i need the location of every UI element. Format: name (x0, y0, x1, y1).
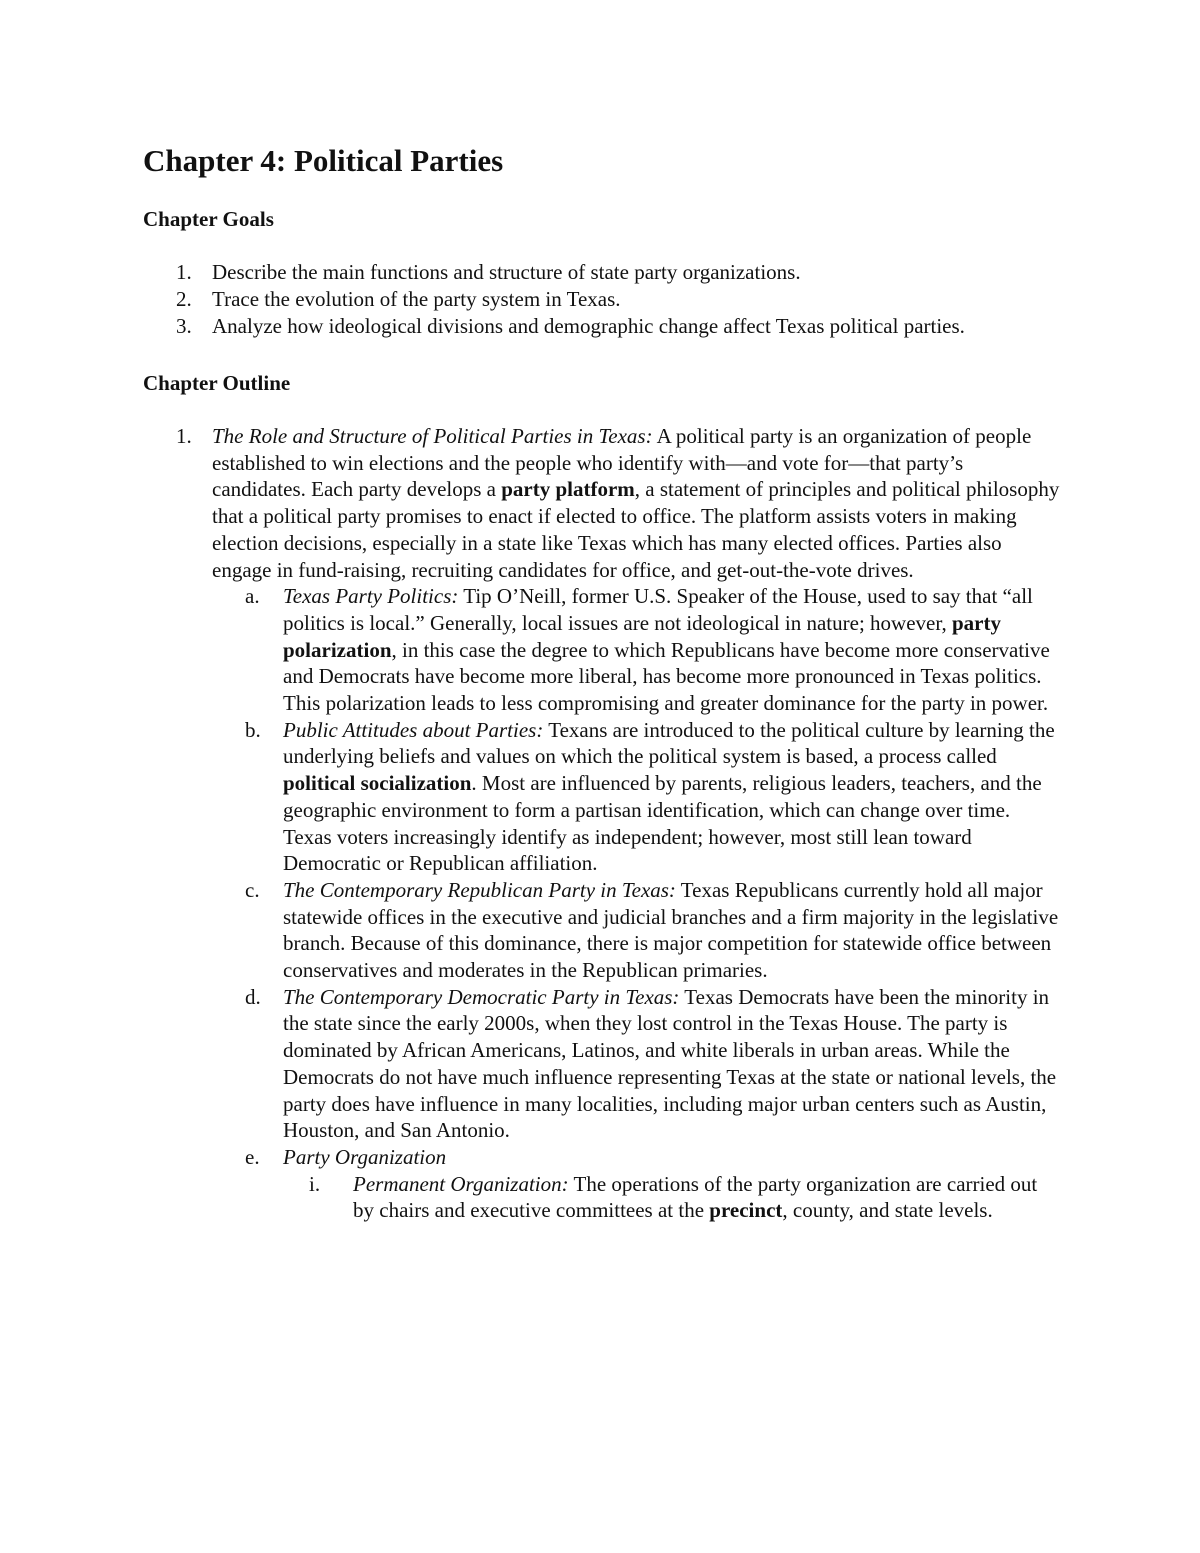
outline-item-body: Texas Democrats have been the minority in the state since the early 2000s, when they lost control in the Texas House. The party is dominated by African Americans, Latinos, and white liberals in urban areas. While the Democrats do not have much influence representing Texas at the state or national levels, the party does have influence in many localities, including major urban centers such as Austin, Houston, and San Antonio. (283, 984, 1057, 1143)
outline-item-lead: The Contemporary Republican Party in Texas: (283, 877, 676, 902)
outline-item-text (283, 984, 1063, 1144)
outline-item-lead: Party Organization (283, 1144, 447, 1169)
goal-item (143, 313, 965, 340)
outline-item-text (283, 583, 1063, 717)
outline-item-body: Texas Republicans currently hold all major statewide offices in the executive and judicial branches and a firm majority in the legislative branch. Because of this dominance, there is major competition for statewide office between conservatives and moderates in the Republican primaries. (283, 877, 1059, 983)
outline-item-lead: Texas Party Politics: (283, 584, 459, 609)
goal-number: 1. (176, 260, 192, 284)
outline-subitem-republican-party (143, 877, 1063, 984)
goal-text: Describe the main functions and structure of state party organizations. (212, 260, 801, 284)
key-term: party platform (501, 477, 635, 502)
outline-marker: d. (245, 984, 261, 1009)
outline-item-text (212, 423, 1062, 583)
goal-number: 2. (176, 287, 192, 311)
goal-text: Analyze how ideological divisions and demographic change affect Texas political parties. (212, 314, 965, 338)
outline-item-body: Tip O’Neill, former U.S. Speaker of the House, used to say that “all politics is local.” Generally, local issues are not ideological in nature; however, (283, 584, 1033, 635)
outline-marker: b. (245, 717, 261, 742)
goal-text: Trace the evolution of the party system in Texas. (212, 287, 621, 311)
outline-item-lead: Public Attitudes about Parties: (283, 717, 544, 742)
outline-item-body: . Most are influenced by parents, religious leaders, teachers, and the geographic environment to form a partisan identification, which can change over time. Texas voters increasingly identify as independent; however, most still lean toward Democratic or Republican affiliation. (283, 771, 1042, 876)
goal-item (143, 286, 965, 313)
outline-subitem-party-organization (143, 1144, 1063, 1171)
outline-marker: 1. (176, 424, 192, 448)
outline-item-body: The operations of the party organization are carried out by chairs and executive committees at the (353, 1171, 1038, 1223)
page-title: Chapter 4: Political Parties (143, 143, 504, 178)
outline-item-text (353, 1171, 1043, 1224)
outline-item-body: , in this case the degree to which Republicans have become more conservative and Democrats have become more liberal, has become more pronounced in Texas politics. This polarization leads to less compromising and greater dominance for the party in power. (283, 637, 1050, 716)
outline-item-text (283, 877, 1063, 984)
outline-marker: i. (309, 1171, 321, 1196)
outline-subitem-texas-party-politics (143, 583, 1063, 717)
outline-item-text (283, 717, 1063, 877)
outline-item-body: Texans are introduced to the political culture by learning the underlying beliefs and values on which the political system is based, a process called (283, 717, 1055, 769)
key-term: party polarization (283, 610, 1001, 662)
goal-number: 3. (176, 314, 192, 338)
outline-marker: e. (245, 1144, 260, 1169)
chapter-goals-heading: Chapter Goals (143, 207, 274, 231)
outline-subitem-public-attitudes (143, 717, 1063, 877)
chapter-goals-list (143, 259, 965, 340)
outline-item-body: A political party is an organization of people established to win elections and the people who identify with—and vote for—that party’s candidates. Each party develops a (212, 424, 1032, 502)
outline-marker: c. (245, 877, 260, 902)
outline-subsubitem-permanent-organization (143, 1171, 1063, 1224)
goal-item (143, 259, 965, 286)
outline-item-lead: The Role and Structure of Political Parties in Texas: (212, 424, 653, 448)
key-term: political socialization (283, 771, 472, 796)
key-term: precinct (709, 1198, 783, 1223)
outline-item-lead: The Contemporary Democratic Party in Texas: (283, 984, 680, 1009)
outline-item-lead: Permanent Organization: (353, 1171, 569, 1196)
outline-item-text (283, 1144, 1063, 1171)
chapter-outline-heading: Chapter Outline (143, 371, 291, 395)
outline-item-body: , county, and state levels. (782, 1198, 993, 1223)
outline-item-body: , a statement of principles and political philosophy that a political party promises to enact if elected to office. The platform assists voters in making election decisions, especially in a state like Texas which has many elected offices. Parties also engage in fund-raising, recruiting candidates for office, and get-out-the-vote drives. (212, 477, 1060, 582)
chapter-outline (143, 423, 1063, 1224)
outline-item-role-structure (143, 423, 1063, 583)
outline-subitem-democratic-party (143, 984, 1063, 1144)
outline-marker: a. (245, 584, 260, 609)
